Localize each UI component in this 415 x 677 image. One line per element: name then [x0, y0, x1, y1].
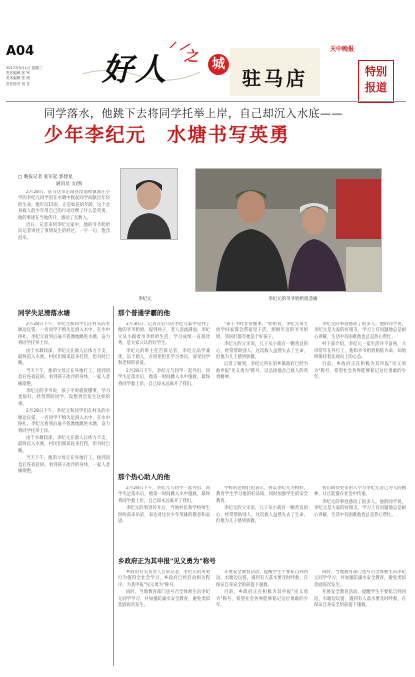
grandparents-image — [196, 169, 381, 291]
page-number: A04 — [6, 44, 35, 59]
paragraph: 学校的老师们也表示，将以李纪元为榜样，教育学生学习他的好品质，同时加强学生的安全教育。 — [216, 486, 308, 504]
paragraph: 开展安全教育活动，提醒学生不要私自到河边、水塘边玩耍，遇到有人落水要及时呼救，在保证自身安全的前提下施救。 — [216, 570, 308, 588]
byline-line1: □ 晚报记者 张军起 郭建星 — [18, 175, 73, 180]
paragraph: 2月28日下午，李纪元与同学一起外出，同学失足落水后，他第一时间跳入水中施救，最终将同学救上岸，自己却永远离开了我们。 — [118, 486, 210, 504]
paragraph: 由于水塘较深，李纪元在救人后体力不支，最终沉入水底。村民们闻讯赶来打捞，但为时已晚。 — [18, 435, 110, 454]
column-1-intro — [18, 190, 110, 302]
column-2-bottom — [118, 570, 210, 666]
portrait-photo — [120, 168, 178, 240]
paragraph: 我们期待更多的人学习李纪元舍己为人的精神，让正能量在社会中传递。 — [314, 486, 406, 498]
byline — [18, 174, 128, 188]
subhead-1: 同学失足滑落水塘 — [18, 309, 70, 317]
kicker: 同学落水，他跳下去将同学托举上岸，自己却沉入水底—— — [44, 107, 343, 120]
paragraph: 近日，记者来到李纪元家中，他的爷爷奶奶向记者讲述了事情发生的经过，一字一句，饱含泪水。 — [18, 223, 110, 241]
proof-line: 责任校对 刘 芳 — [6, 81, 30, 86]
paragraph: 当天下午，他的父母正在外地打工，接到消息后连夜赶回。看到孩子冰冷的身体，一家人悲痛欲绝。 — [18, 456, 110, 474]
byline-line2: 通讯员 文/图 — [56, 182, 82, 187]
designer-line: 美术编辑 张 明 — [6, 76, 30, 81]
paragraph: 李纪元的事迹传开后，当地村民和学校师生纷纷前来吊唁，表达对这位少年英雄的敬意和哀思。 — [118, 506, 210, 525]
editor-line: 责任编辑 张 军 — [6, 71, 30, 76]
column-divider — [113, 306, 114, 666]
paragraph: 乡政府有关负责人告诉记者，李纪元的英勇行为值得全社会学习，乡政府已经启动相关程序，为其申报"见义勇为"称号。 — [118, 570, 210, 588]
grandparents-caption: 李纪元的爷爷奶奶很悲痛 — [268, 297, 318, 302]
paragraph: 2月28日，驻马店市正阳县汝南埠镇郭庄小学的李纪元同学因在水塘中救起同学而献出年轻的生命。他年仅15岁，正是如花的年龄，这个舍身救人的少年用自己的行动诠释了什么是英勇，他的事迹在当地传开，感动了无数人。 — [18, 190, 110, 221]
paragraph: 2月30日，记者在驻马店李纪元家中见到了他的爷爷奶奶。提到孙子，老人泪流满面，李纪元从小跟着爷爷奶奶生活，学习成绩一直很优秀，是大家公认的好学生。 — [118, 322, 210, 347]
top-rule — [6, 101, 406, 102]
portrait-image — [121, 169, 177, 239]
column-3-mid — [216, 486, 308, 552]
paragraph: 开展安全教育活动，提醒学生不要私自到河边、水塘边玩耍，遇到有人落水要及时呼救，在保证自身安全的前提下施救。 — [314, 590, 406, 609]
paragraph: 同时，当地教育部门也号召全体师生向李纪元同学学习，并加强防溺水安全教育，避免类似悲剧再次发生。 — [118, 590, 210, 609]
paragraph: 李纪元的父亲说，儿子从小就有一颗善良的心，经常帮助别人，这次救人虽然失去了生命，但他为儿子感到骄傲。 — [216, 342, 308, 361]
section-tag-line2: 报道 — [365, 81, 387, 94]
paragraph: 2月28日下午，李纪元和同学们在村头的水塘边玩耍，一名同学不慎失足滑入水中，在水中挣扎。李纪元看到后毫不犹豫地跳进水塘，奋力将同学托举上岸。 — [18, 409, 110, 434]
banner-place: 驻马店 — [242, 68, 309, 90]
column-3-bottom — [216, 570, 308, 666]
paragraph: 2月28日下午，李纪元与同学一起外出，同学失足落水后，他第一时间跳入水中施救，最终将同学救上岸，自己却永远离开了我们。 — [118, 368, 210, 387]
column-4-bottom — [314, 570, 406, 666]
subhead-3: 那个热心助人的他 — [118, 473, 170, 481]
banner-town-badge: 城 — [208, 54, 229, 75]
paragraph: 李纪元的班主任告诉记者，李纪元品学兼优，乐于助人，在班里担任学习委员，深受同学和老师的喜爱。 — [118, 348, 210, 367]
column-4-top — [314, 322, 406, 470]
section-tag-line1: 特别 — [365, 65, 387, 78]
grandparents-photo — [195, 168, 382, 292]
column-4-mid — [314, 486, 406, 552]
paragraph: 李纪元的事迹感动了很多人。他的同学说，李纪元是大家的好朋友，学习上有问题他总是耐心讲解，生活中有困难他也总是热心帮忙。 — [314, 322, 406, 340]
subhead-2: 那个普通学霸的他 — [118, 309, 170, 317]
column-1-body — [18, 322, 110, 662]
paragraph: 李纪元的父亲说，儿子从小就有一颗善良的心，经常帮助别人，这次救人虽然失去了生命，但他为儿子感到骄傲。 — [216, 506, 308, 525]
paragraph: 目前，乡政府正在积极为其申报"见义勇为"称号，希望社会各界能够铭记这位勇敢的少年。 — [314, 362, 406, 381]
newspaper-logo: 天中晚报 — [330, 46, 355, 53]
paragraph: "孩子平时非常懂事。"奶奶说，李纪元每天放学回家都会帮家里干活，照顾年迈的爷爷奶奶，邻居们都夸他是个好孩子。 — [216, 322, 308, 340]
paragraph: 由于水塘较深，李纪元在救人后体力不支，最终沉入水底。村民们闻讯赶来打捞，但为时已晚。 — [18, 348, 110, 367]
paragraph: 2月28日下午，李纪元和同学们在村头的水塘边玩耍，一名同学不慎失足滑入水中，在水中挣扎。李纪元看到后毫不犹豫地跳进水塘，奋力将同学托举上岸。 — [18, 322, 110, 347]
section-tag — [358, 60, 394, 103]
paragraph: 目前，乡政府正在积极为其申报"见义勇为"称号，希望社会各界能够铭记这位勇敢的少年。 — [216, 590, 308, 609]
portrait-caption: 李纪元 — [138, 297, 152, 302]
paragraph: 同时，当地教育部门也号召全体师生向李纪元同学学习，并加强防溺水安全教育，避免类似悲剧再次发生。 — [314, 570, 406, 588]
headline: 少年李纪元 水塘书写英勇 — [44, 124, 291, 146]
column-2-top — [118, 322, 210, 470]
paragraph: 村干部介绍，李纪元一家生活并不富裕，父母常年在外打工，他和爷爷奶奶相依为命，却始终保持着乐观向上的心态。 — [314, 342, 406, 361]
date-line: 2017年5月1日 星期三 — [6, 66, 43, 70]
paragraph: 李纪元的爷爷说，孩子平时就很懂事，学习也很好，经常帮助同学，没想到会发生这样的事。 — [18, 389, 110, 407]
column-3-top — [216, 322, 308, 470]
paragraph: 记者了解到，李纪元所在的乡镇政府已经为他申报"见义勇为"称号，以弘扬他舍己救人的英勇精神。 — [216, 362, 308, 381]
banner-title: 好人 — [102, 52, 168, 88]
banner-zhi: 之 — [184, 49, 198, 65]
paragraph: 当天下午，他的父母正在外地打工，接到消息后连夜赶回。看到孩子冰冷的身体，一家人悲痛欲绝。 — [18, 368, 110, 387]
paragraph: 李纪元的事迹感动了很多人。他的同学说，李纪元是大家的好朋友，学习上有问题他总是耐心讲解，生活中有困难他也总是热心帮忙。 — [314, 499, 406, 518]
subhead-4: 乡政府正为其申报"见义勇为"称号 — [118, 557, 216, 565]
section-banner — [80, 40, 325, 98]
date-block — [6, 66, 70, 87]
column-2-mid — [118, 486, 210, 552]
